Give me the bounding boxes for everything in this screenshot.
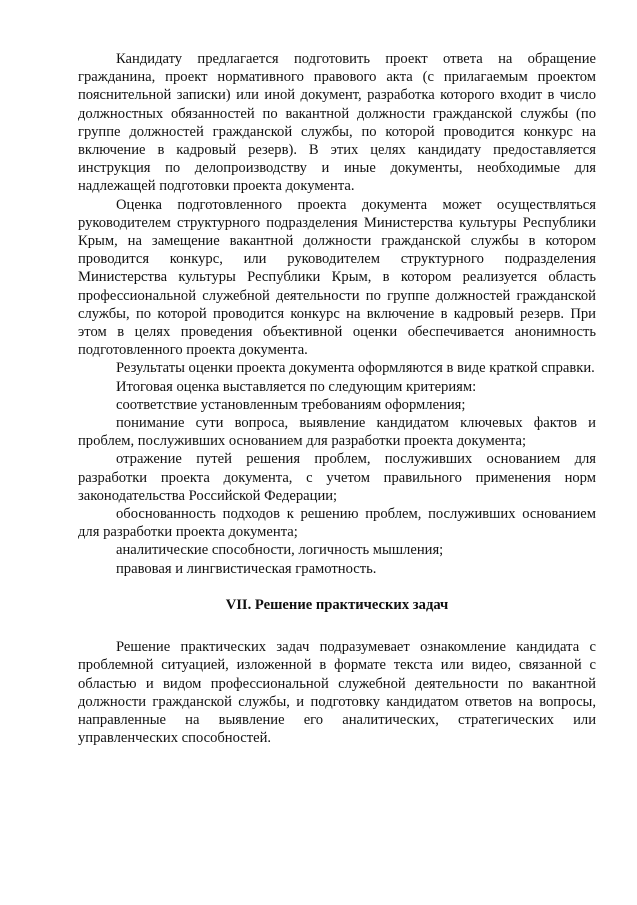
- criterion-understanding: понимание сути вопроса, выявление кандидатом ключевых фактов и проблем, послуживших основанием для разработки проекта документа;: [78, 415, 596, 450]
- paragraph-practical-tasks: Решение практических задач подразумевает ознакомление кандидата с проблемной ситуацией, изложенной в формате текста или видео, связанной с областью и видом профессиональной служебной деятельности по вакантной должности гражданской службы, и подготовку кандидатом ответов на вопросы, направленные на выявление его аналитических, стратегических или управленческих способностей.: [78, 639, 596, 747]
- section-heading: VII. Решение практических задач: [225, 596, 449, 613]
- paragraph-results: Результаты оценки проекта документа оформляются в виде краткой справки.: [116, 360, 595, 377]
- paragraph-task-description: Кандидату предлагается подготовить проект ответа на обращение гражданина, проект нормативного правового акта (с прилагаемым проектом пояснительной записки) или иной документ, разработка которого входит в число должностных обязанностей по вакантной должности гражданской службы (по группе должностей гражданской службы, по которой проводится конкурс на включение в кадровый резерв). В этих целях кандидату предоставляется инструкция по делопроизводству и иные документы, необходимые для надлежащей подготовки проекта документа.: [78, 51, 596, 195]
- criterion-justification: обоснованность подходов к решению проблем, послуживших основанием для разработки проекта документа;: [78, 506, 596, 541]
- document-page: [78, 50, 596, 747]
- criterion-formatting: соответствие установленным требованиям оформления;: [116, 396, 466, 413]
- paragraph-evaluation: Оценка подготовленного проекта документа может осуществляться руководителем структурного подразделения Министерства культуры Республики Крым, на замещение вакантной должности гражданской службы в котором проводится конкурс, или руководителем структурного подразделения Министерства культуры Республики Крым, в котором реализуется область профессиональной служебной деятельности по группе должностей гражданской службы, по которой проводится конкурс на включение в кадровый резерв. При этом в целях проведения объективной оценки обеспечивается анонимность подготовленного проекта документа.: [78, 196, 596, 359]
- criterion-analytical: аналитические способности, логичность мышления;: [116, 542, 444, 559]
- criterion-solutions: отражение путей решения проблем, послуживших основанием для разработки проекта документа, с учетом правильного применения норм законодательства Российской Федерации;: [78, 451, 596, 504]
- criterion-literacy: правовая и лингвистическая грамотность.: [116, 560, 377, 577]
- paragraph-criteria-intro: Итоговая оценка выставляется по следующим критериям:: [116, 378, 477, 395]
